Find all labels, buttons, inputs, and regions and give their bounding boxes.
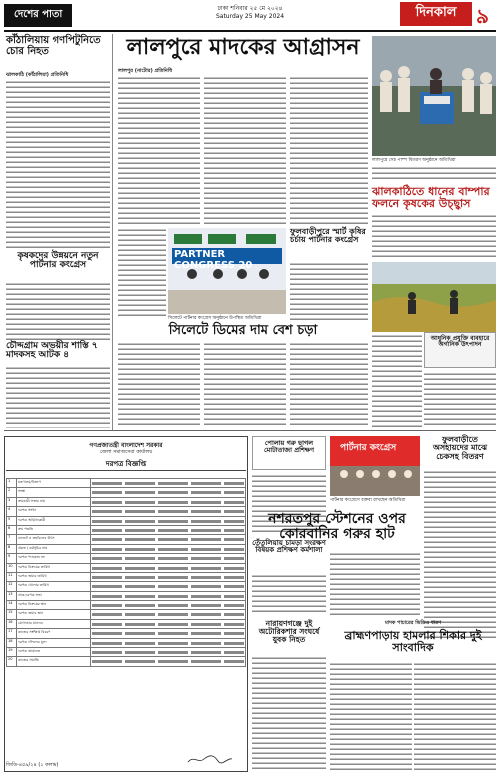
sylhet-congress-photo xyxy=(168,228,286,314)
notice-row-value xyxy=(91,525,246,534)
notice-footer: জিডি-৪৫৯/২৪ (১ কলাম) xyxy=(6,762,59,768)
chauddagram-body xyxy=(6,366,110,428)
notice-row-label: দরপত্র বিক্রয়ের স্থান xyxy=(17,601,91,610)
notice-row-value xyxy=(91,610,246,619)
notice-row xyxy=(7,516,246,525)
notice-row-label: বাজেট ও তহবিলের উৎস xyxy=(17,535,91,544)
chauddagram-headline: চৌদ্দগ্রাম অভয়ীর শাস্তি ৭ মাদকসহ আটক ৪ xyxy=(6,341,98,361)
notice-row-value xyxy=(91,516,246,525)
notice-row-value xyxy=(91,563,246,572)
notice-row-number: 2 xyxy=(7,488,17,497)
notice-row-value xyxy=(91,497,246,506)
notice-row-label: প্রাক-দরপত্র সভা xyxy=(17,591,91,600)
notice-row xyxy=(7,544,246,553)
lalpur-photo xyxy=(372,36,496,156)
masthead xyxy=(0,0,500,32)
egg-body-col3 xyxy=(290,342,368,428)
notice-row-value xyxy=(91,479,246,488)
notice-row xyxy=(7,563,246,572)
jhalakathi-photo-art xyxy=(372,262,496,332)
signature-art xyxy=(186,753,234,765)
notice-row xyxy=(7,497,246,506)
notice-row xyxy=(7,591,246,600)
notice-row xyxy=(7,629,246,638)
notice-row-label: কাজের সমাপ্তি xyxy=(17,657,91,666)
notice-row-label: দরপত্র জমার স্থান xyxy=(17,610,91,619)
notice-title-main: দরপত্র বিজ্ঞপ্তি xyxy=(105,460,147,468)
notice-row-label: দরপত্র জমার তারিখ xyxy=(17,572,91,581)
egg-body-col2 xyxy=(204,342,286,428)
notice-row-number: 17 xyxy=(7,629,17,638)
narayanganj-headline: নারায়ণগঞ্জে দুই অটোরিকশার সংঘর্ষে যুবক নিহত xyxy=(258,619,320,644)
notice-row-number: 10 xyxy=(7,563,17,572)
kathalia-body xyxy=(6,80,110,248)
notice-row-label: দরপত্র বিক্রয়ের তারিখ xyxy=(17,563,91,572)
notice-row xyxy=(7,479,246,488)
notice-row xyxy=(7,601,246,610)
modern-tech-headline: আধুনিক প্রযুক্তি ব্যবহারে অর্গানিক উৎপাদন xyxy=(430,335,490,349)
column-divider xyxy=(112,34,113,430)
narayanganj-body xyxy=(252,656,326,772)
nasrat-body xyxy=(330,552,420,616)
notice-row-value xyxy=(91,535,246,544)
notice-row-value xyxy=(91,638,246,647)
krishak-headline: কৃষকদের উন্নয়নে নতুন পার্টনার কংগ্রেস xyxy=(17,251,99,271)
notice-row-number: 4 xyxy=(7,507,17,516)
notice-row-label: দরপত্র খোলার তারিখ xyxy=(17,582,91,591)
lalpur-photo-art xyxy=(372,36,496,156)
notice-row xyxy=(7,638,246,647)
congress-banner-text: PARTNER CONGRESS 20 xyxy=(174,249,253,271)
gardening-body xyxy=(252,574,326,614)
bogura-banner-text: পার্টনার কংগ্রেস xyxy=(340,443,397,453)
notice-row-value xyxy=(91,488,246,497)
lalpur-caption-extra xyxy=(372,166,496,180)
modern-tech-body xyxy=(424,372,496,428)
notice-title-rule xyxy=(6,470,246,471)
notice-row xyxy=(7,582,246,591)
date-bn: ঢাকা শনিবার ২৫ মে ২০২৪ xyxy=(217,5,283,12)
jhalakathi-body-bottom xyxy=(372,334,422,428)
bogura-congress-photo xyxy=(330,436,420,496)
notice-row-number: 9 xyxy=(7,554,17,563)
jhalakathi-photo xyxy=(372,262,496,332)
bogura-headline: ফুলবাড়ীপুরে স্মার্ট কৃষির চর্চায় পার্টনার কংগ্রেস xyxy=(290,227,366,245)
notice-row-number: 14 xyxy=(7,601,17,610)
notice-row-value xyxy=(91,619,246,628)
notice-row-label: প্রকল্প / কর্মসূচির নাম xyxy=(17,544,91,553)
notice-row-number: 12 xyxy=(7,582,17,591)
notice-row-label: দরপত্র সংখ্যা xyxy=(17,507,91,516)
main-headline: লালপুরে মাদকের আগ্রাসন xyxy=(126,35,360,60)
kathalia-byline: ঝালকাঠি (কাঁঠালিয়া) প্রতিনিধি xyxy=(6,72,69,78)
brahman-headline: ব্রাহ্মণপাড়ায় হামলার শিকার দুই সাংবাদিক xyxy=(344,629,482,654)
notice-title-top: গণপ্রজাতন্ত্রী বাংলাদেশ সরকার xyxy=(89,442,163,449)
notice-signature xyxy=(186,750,234,762)
notice-row xyxy=(7,648,246,657)
notice-row-value xyxy=(91,591,246,600)
krishak-body xyxy=(6,282,110,340)
notice-title-sub: জেলা সমাজসেবা কার্যালয় xyxy=(99,449,153,455)
lalpur-caption: লালপুরে সেচ পাম্প বিতরণ অনুষ্ঠানে অতিথিরা xyxy=(372,158,456,163)
newspaper-logo: দিনকাল xyxy=(400,2,472,26)
bogura-body-top xyxy=(290,262,368,322)
main-body-col3 xyxy=(290,76,368,224)
notice-row-number: 15 xyxy=(7,610,17,619)
notice-row-label: যোগ্যতার মানদণ্ড xyxy=(17,619,91,628)
main-byline: লালপুর (নাটোর) প্রতিনিধি xyxy=(118,68,173,74)
notice-row-label: দরপত্র প্যাকেজ নং xyxy=(17,554,91,563)
notice-row xyxy=(7,554,246,563)
notice-table xyxy=(6,478,246,667)
notice-row-value xyxy=(91,554,246,563)
jhalakathi-headline: ঝালকাঠিতে ধানের বাম্পার ফলনে কৃষকের উচ্ছ্বাস xyxy=(372,185,490,210)
notice-row-number: 11 xyxy=(7,572,17,581)
notice-row-label: দরপত্র দলিলের মূল্য xyxy=(17,638,91,647)
notice-row-label: দরপত্র জামানত xyxy=(17,648,91,657)
notice-row-value xyxy=(91,544,246,553)
section-label: দেশের পাতা xyxy=(4,4,72,27)
bogura-caption: পার্টনার কংগ্রেসে বক্তব্য রাখছেন অতিথিরা xyxy=(330,498,406,503)
brahman-kicker: মাদক পাচারের ভিডিও ধারণ xyxy=(384,620,442,626)
egg-body-col1 xyxy=(118,342,200,428)
notice-row-value xyxy=(91,507,246,516)
mid-rule xyxy=(4,430,496,431)
notice-row-number: 16 xyxy=(7,619,17,628)
nasrat-headline: নশরতপুর স্টেশনের ওপর কোরবানির গরুর হাট xyxy=(268,511,406,542)
main-body-col2 xyxy=(204,76,286,224)
notice-row xyxy=(7,572,246,581)
brahman-body-col1 xyxy=(330,662,412,772)
kathalia-headline: কাঁঠালিয়ায় গণপিটুনিতে চোর নিহত xyxy=(6,35,101,57)
notice-row-number: 19 xyxy=(7,648,17,657)
notice-row xyxy=(7,610,246,619)
sylhet-egg-headline: সিলেটে ডিমের দাম বেশ চড়া xyxy=(168,323,318,338)
notice-row-label: ক্রয়কারী সত্তার নাম xyxy=(17,497,91,506)
main-body-col1 xyxy=(118,76,200,224)
notice-row-number: 6 xyxy=(7,525,17,534)
notice-row-number: 3 xyxy=(7,497,17,506)
brahman-body-col2 xyxy=(414,662,496,772)
notice-table-body xyxy=(7,479,246,667)
notice-row-number: 7 xyxy=(7,535,17,544)
notice-row-label: সংস্থা xyxy=(17,488,91,497)
page-number: ৯ xyxy=(476,4,489,28)
notice-row-label: কাজের সংক্ষিপ্ত বিবরণ xyxy=(17,629,91,638)
sylhet-congress-art xyxy=(168,228,286,314)
notice-row-label: মন্ত্রণালয়/বিভাগ xyxy=(17,479,91,488)
goat-headline: পোলায় গরু ছাগল মোটাতাজা প্রশিক্ষণ xyxy=(263,439,315,454)
notice-row xyxy=(7,619,246,628)
notice-row-number: 20 xyxy=(7,657,17,666)
jhalakathi-body-top xyxy=(372,214,496,260)
notice-row-value xyxy=(91,657,246,666)
krishak-body-middle xyxy=(118,228,166,316)
phulbari-headline: ফুলবাড়ীতে অসহায়দের মাঝে চেকসহ বিতরণ xyxy=(432,435,488,461)
notice-row-number: 18 xyxy=(7,638,17,647)
phulbari-body xyxy=(424,470,496,640)
date-en: Saturday 25 May 2024 xyxy=(215,13,285,20)
notice-row-number: 1 xyxy=(7,479,17,488)
notice-row-value xyxy=(91,629,246,638)
notice-row xyxy=(7,657,246,666)
notice-row-number: 13 xyxy=(7,591,17,600)
notice-row-value xyxy=(91,601,246,610)
notice-row-label: ক্রয় পদ্ধতি xyxy=(17,525,91,534)
notice-row-value xyxy=(91,648,246,657)
notice-row-value xyxy=(91,582,246,591)
notice-row-value xyxy=(91,572,246,581)
congress-caption: সিলেটে পার্টনার কংগ্রেস অনুষ্ঠানে উপস্থিত অতিথিরা xyxy=(168,316,262,321)
notice-row xyxy=(7,488,246,497)
header-rule xyxy=(4,30,496,32)
date-line xyxy=(180,5,320,21)
notice-row-number: 8 xyxy=(7,544,17,553)
notice-row xyxy=(7,507,246,516)
notice-row xyxy=(7,525,246,534)
notice-row xyxy=(7,535,246,544)
gardening-headline: তেঁতুলিয়ায় চামড়া সংরক্ষণ বিষয়ক প্রশিক্ষণ কর্মশালা xyxy=(252,539,326,555)
notice-row-number: 5 xyxy=(7,516,17,525)
notice-row-label: দরপত্র আহ্বানকারী xyxy=(17,516,91,525)
